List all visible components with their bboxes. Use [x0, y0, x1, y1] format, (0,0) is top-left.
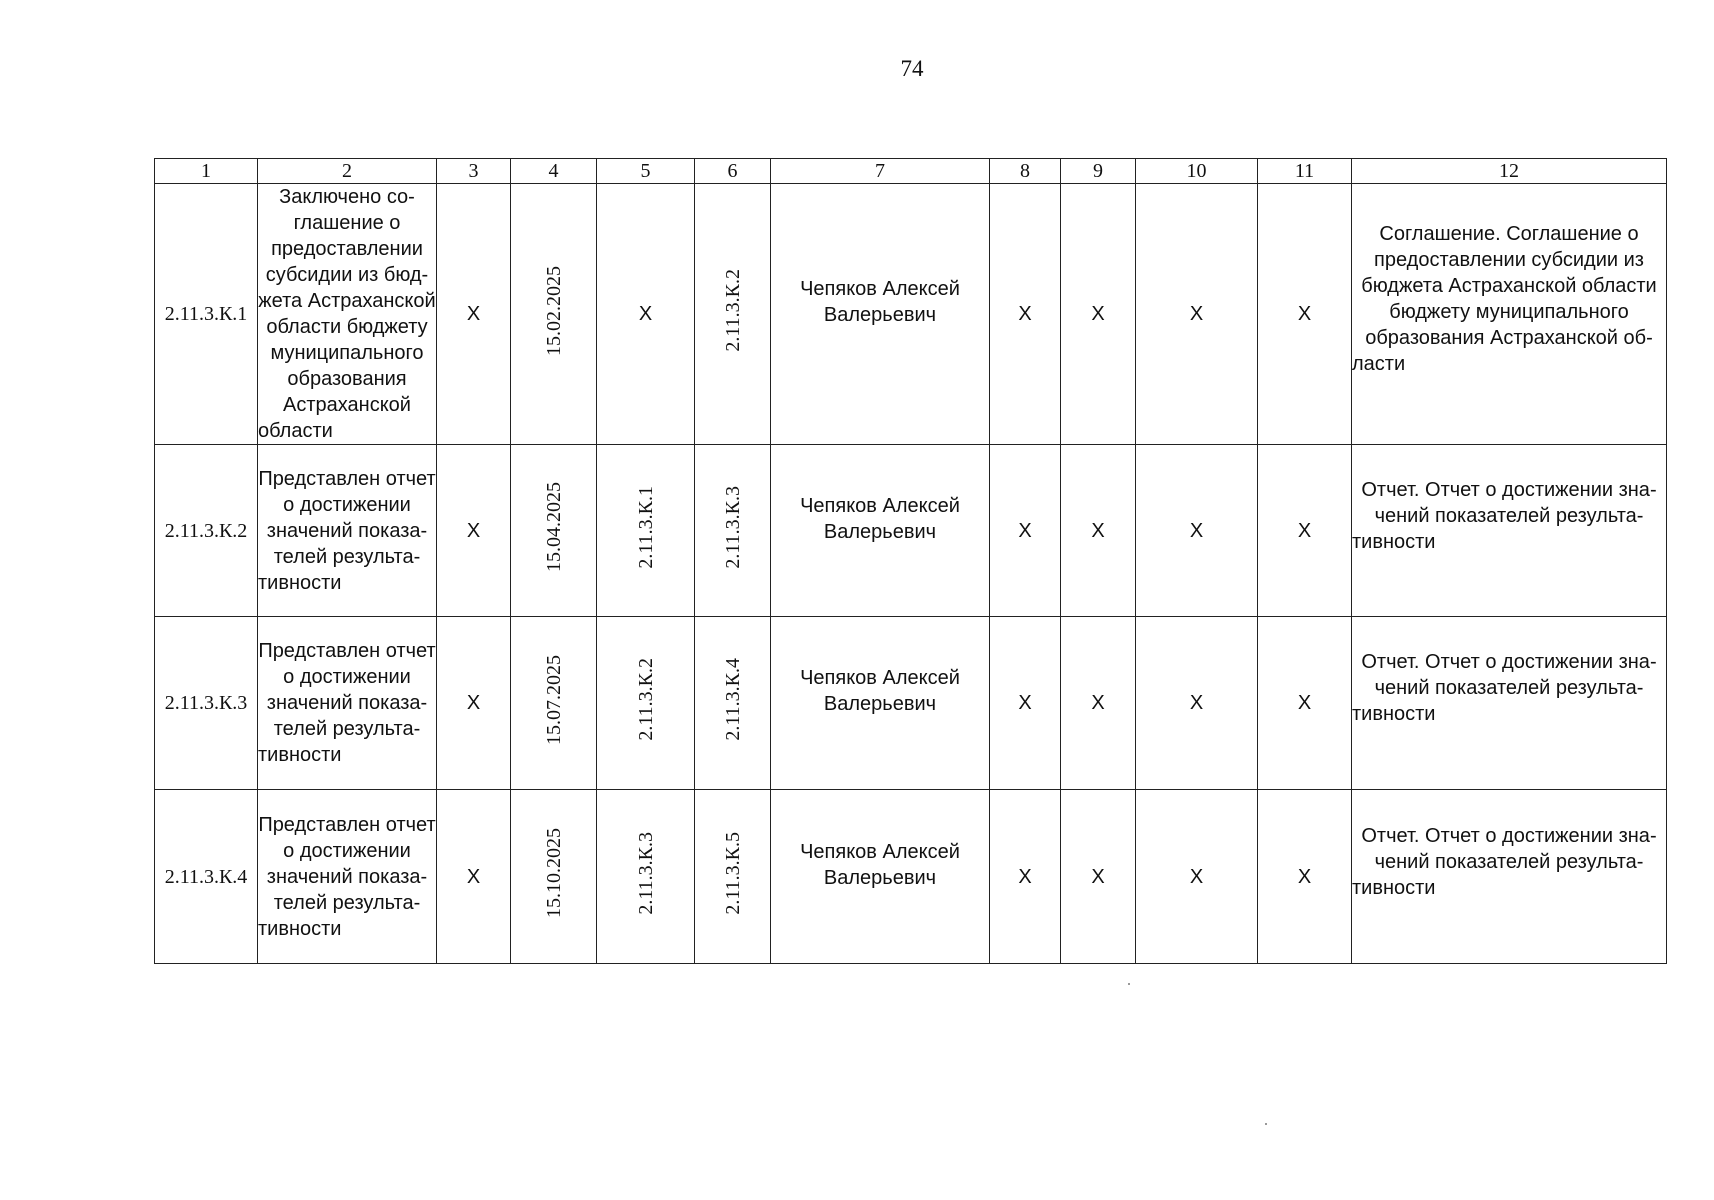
row-code: 2.11.3.К.4 [155, 790, 258, 964]
cell-x: X [990, 445, 1061, 617]
cell-responsible [771, 617, 990, 790]
date-text: 15.02.2025 [542, 265, 565, 356]
cell-x: X [437, 184, 511, 445]
cell-successor [695, 790, 771, 964]
column-header: 9 [1061, 159, 1136, 184]
date-text: 15.04.2025 [542, 482, 565, 572]
column-header: 7 [771, 159, 990, 184]
row-code: 2.11.3.К.1 [155, 184, 258, 445]
cell-date [511, 445, 597, 617]
document-text: Отчет. Отчет о достижении значений показателей результативности [1352, 478, 1657, 553]
cell-x: X [990, 184, 1061, 445]
row-description: Представлен отчет о достижении значений показателей результативности [258, 790, 437, 964]
cell-x: X [1258, 617, 1352, 790]
cell-x: X [1258, 790, 1352, 964]
cell-responsible [771, 184, 990, 445]
cell-responsible [771, 790, 990, 964]
scan-speck [1265, 1123, 1267, 1125]
table-header-row [155, 159, 1667, 184]
cell-x: X [1258, 445, 1352, 617]
column-header: 3 [437, 159, 511, 184]
cell-document [1352, 790, 1667, 964]
table-row [155, 445, 1667, 617]
column-header: 10 [1136, 159, 1258, 184]
cell-x: X [1061, 617, 1136, 790]
column-header: 11 [1258, 159, 1352, 184]
table-row [155, 790, 1667, 964]
row-description: Заключено соглашение о предоставлении субсидии из бюджета Астраханской области бюджету муниципального образования Астраханской области [258, 184, 437, 445]
date-text: 15.07.2025 [542, 654, 565, 745]
row-description: Представлен отчет о достижении значений показателей результативности [258, 445, 437, 617]
cell-document [1352, 445, 1667, 617]
cell-x: X [990, 617, 1061, 790]
cell-document [1352, 617, 1667, 790]
cell-predecessor [597, 790, 695, 964]
cell-x: X [437, 790, 511, 964]
row-description: Представлен отчет о достижении значений показателей результативности [258, 617, 437, 790]
cell-predecessor [597, 445, 695, 617]
cell-x: X [990, 790, 1061, 964]
successor-text: 2.11.3.К.2 [721, 269, 744, 352]
cell-successor [695, 445, 771, 617]
table-row [155, 617, 1667, 790]
table-row [155, 184, 1667, 445]
cell-date [511, 790, 597, 964]
cell-x: X [1061, 790, 1136, 964]
column-header: 5 [597, 159, 695, 184]
cell-document [1352, 184, 1667, 445]
cell-successor [695, 617, 771, 790]
predecessor-text: 2.11.3.К.2 [634, 658, 657, 741]
document-text: Отчет. Отчет о достижении значений показателей результативности [1352, 651, 1657, 725]
cell-x: X [1061, 445, 1136, 617]
cell-x: X [1136, 617, 1258, 790]
cell-predecessor [597, 617, 695, 790]
column-header: 12 [1352, 159, 1667, 184]
cell-x: X [1136, 445, 1258, 617]
control-points-table [154, 158, 1667, 964]
date-text: 15.10.2025 [542, 828, 565, 918]
column-header: 1 [155, 159, 258, 184]
responsible-text: Чепяков Алексей Валерьевич [800, 667, 960, 715]
cell-date [511, 617, 597, 790]
document-text: Соглашение. Соглашение о предоставлении субсидии из бюджета Астраханской области бюджету муниципального образования Астраханской области [1352, 223, 1657, 375]
column-header: 8 [990, 159, 1061, 184]
document-text: Отчет. Отчет о достижении значений показателей результативности [1352, 824, 1657, 899]
successor-text: 2.11.3.К.4 [721, 658, 744, 741]
predecessor-text: 2.11.3.К.3 [634, 831, 657, 915]
cell-responsible [771, 445, 990, 617]
cell-x: X [1061, 184, 1136, 445]
cell-successor [695, 184, 771, 445]
predecessor-text: 2.11.3.К.1 [634, 485, 657, 569]
scan-speck [1128, 983, 1130, 985]
row-code: 2.11.3.К.3 [155, 617, 258, 790]
column-header: 6 [695, 159, 771, 184]
cell-predecessor: X [597, 184, 695, 445]
cell-x: X [1136, 184, 1258, 445]
cell-x: X [437, 445, 511, 617]
successor-text: 2.11.3.К.3 [721, 485, 744, 569]
responsible-text: Чепяков Алексей Валерьевич [800, 278, 960, 326]
cell-x: X [1136, 790, 1258, 964]
row-code: 2.11.3.К.2 [155, 445, 258, 617]
cell-date [511, 184, 597, 445]
column-header: 2 [258, 159, 437, 184]
responsible-text: Чепяков Алексей Валерьевич [800, 840, 960, 889]
successor-text: 2.11.3.К.5 [721, 831, 744, 915]
cell-x: X [437, 617, 511, 790]
responsible-text: Чепяков Алексей Валерьевич [800, 494, 960, 543]
page-number: 74 [900, 56, 924, 81]
cell-x: X [1258, 184, 1352, 445]
column-header: 4 [511, 159, 597, 184]
